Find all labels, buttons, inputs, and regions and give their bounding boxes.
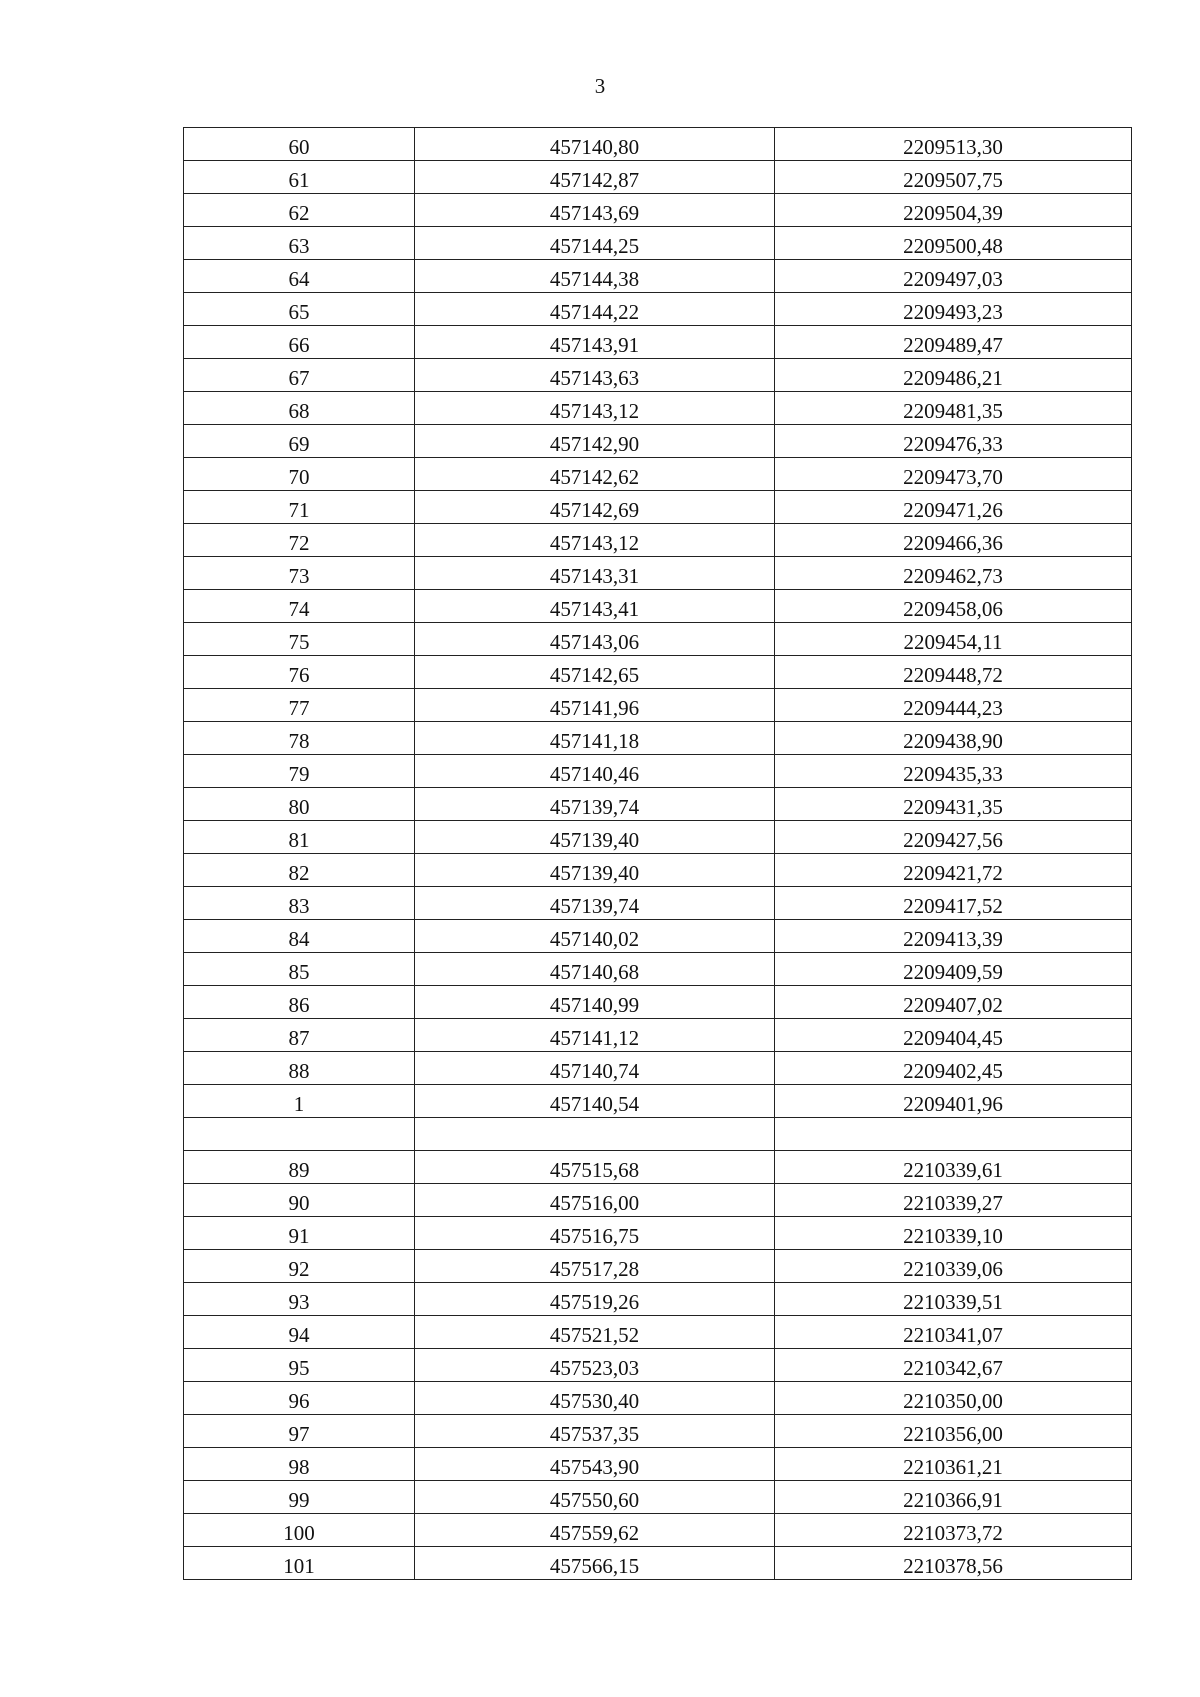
coordinates-table [183, 127, 1132, 1580]
point-number-cell: 73 [184, 557, 415, 590]
point-number-cell: 60 [184, 128, 415, 161]
y-coordinate-cell: 2209476,33 [775, 425, 1132, 458]
x-coordinate-cell: 457140,74 [415, 1052, 775, 1085]
point-number-cell: 86 [184, 986, 415, 1019]
point-number-cell: 65 [184, 293, 415, 326]
y-coordinate-cell: 2209435,33 [775, 755, 1132, 788]
x-coordinate-cell: 457143,91 [415, 326, 775, 359]
y-coordinate-cell: 2210366,91 [775, 1481, 1132, 1514]
x-coordinate-cell: 457140,46 [415, 755, 775, 788]
x-coordinate-cell: 457516,75 [415, 1217, 775, 1250]
x-coordinate-cell: 457566,15 [415, 1547, 775, 1580]
point-number-cell: 62 [184, 194, 415, 227]
table-row [184, 854, 1132, 887]
x-coordinate-cell: 457141,96 [415, 689, 775, 722]
point-number-cell: 79 [184, 755, 415, 788]
x-coordinate-cell: 457143,12 [415, 524, 775, 557]
y-coordinate-cell: 2209471,26 [775, 491, 1132, 524]
table-row [184, 1481, 1132, 1514]
point-number-cell: 93 [184, 1283, 415, 1316]
x-coordinate-cell: 457140,99 [415, 986, 775, 1019]
x-coordinate-cell: 457515,68 [415, 1151, 775, 1184]
y-coordinate-cell: 2209466,36 [775, 524, 1132, 557]
table-row [184, 590, 1132, 623]
x-coordinate-cell: 457139,74 [415, 887, 775, 920]
table-row [184, 986, 1132, 1019]
y-coordinate-cell: 2209417,52 [775, 887, 1132, 920]
x-coordinate-cell: 457144,22 [415, 293, 775, 326]
point-number-cell: 81 [184, 821, 415, 854]
x-coordinate-cell: 457143,69 [415, 194, 775, 227]
y-coordinate-cell: 2210342,67 [775, 1349, 1132, 1382]
x-coordinate-cell: 457517,28 [415, 1250, 775, 1283]
table-row [184, 1514, 1132, 1547]
table-row [184, 1118, 1132, 1151]
point-number-cell: 84 [184, 920, 415, 953]
table-row [184, 1448, 1132, 1481]
y-coordinate-cell: 2209444,23 [775, 689, 1132, 722]
point-number-cell: 78 [184, 722, 415, 755]
table-row [184, 1250, 1132, 1283]
x-coordinate-cell: 457142,87 [415, 161, 775, 194]
point-number-cell: 87 [184, 1019, 415, 1052]
point-number-cell: 100 [184, 1514, 415, 1547]
x-coordinate-cell: 457537,35 [415, 1415, 775, 1448]
y-coordinate-cell: 2210373,72 [775, 1514, 1132, 1547]
point-number-cell: 71 [184, 491, 415, 524]
point-number-cell: 75 [184, 623, 415, 656]
table-row [184, 557, 1132, 590]
y-coordinate-cell: 2209438,90 [775, 722, 1132, 755]
y-coordinate-cell: 2210339,27 [775, 1184, 1132, 1217]
y-coordinate-cell: 2209402,45 [775, 1052, 1132, 1085]
point-number-cell: 72 [184, 524, 415, 557]
point-number-cell: 101 [184, 1547, 415, 1580]
x-coordinate-cell: 457143,31 [415, 557, 775, 590]
point-number-cell: 68 [184, 392, 415, 425]
x-coordinate-cell: 457140,02 [415, 920, 775, 953]
x-coordinate-cell: 457550,60 [415, 1481, 775, 1514]
y-coordinate-cell: 2209473,70 [775, 458, 1132, 491]
x-coordinate-cell: 457140,80 [415, 128, 775, 161]
point-number-cell: 76 [184, 656, 415, 689]
x-coordinate-cell: 457142,90 [415, 425, 775, 458]
table-row [184, 326, 1132, 359]
point-number-cell: 74 [184, 590, 415, 623]
table-row [184, 128, 1132, 161]
y-coordinate-cell: 2210350,00 [775, 1382, 1132, 1415]
y-coordinate-cell: 2209458,06 [775, 590, 1132, 623]
y-coordinate-cell: 2209413,39 [775, 920, 1132, 953]
table-row [184, 227, 1132, 260]
table-row [184, 920, 1132, 953]
x-coordinate-cell [415, 1118, 775, 1151]
point-number-cell: 98 [184, 1448, 415, 1481]
y-coordinate-cell: 2210339,61 [775, 1151, 1132, 1184]
point-number-cell: 91 [184, 1217, 415, 1250]
page-number: 3 [594, 74, 606, 98]
table-row [184, 524, 1132, 557]
table-row [184, 194, 1132, 227]
x-coordinate-cell: 457141,12 [415, 1019, 775, 1052]
y-coordinate-cell: 2209486,21 [775, 359, 1132, 392]
table-row [184, 458, 1132, 491]
point-number-cell: 63 [184, 227, 415, 260]
point-number-cell: 88 [184, 1052, 415, 1085]
y-coordinate-cell: 2209431,35 [775, 788, 1132, 821]
y-coordinate-cell: 2210356,00 [775, 1415, 1132, 1448]
table-row [184, 425, 1132, 458]
y-coordinate-cell: 2210361,21 [775, 1448, 1132, 1481]
point-number-cell: 90 [184, 1184, 415, 1217]
table-row [184, 1217, 1132, 1250]
point-number-cell: 89 [184, 1151, 415, 1184]
point-number-cell: 77 [184, 689, 415, 722]
point-number-cell: 66 [184, 326, 415, 359]
y-coordinate-cell: 2210341,07 [775, 1316, 1132, 1349]
x-coordinate-cell: 457143,06 [415, 623, 775, 656]
table-row [184, 1349, 1132, 1382]
table-row [184, 656, 1132, 689]
y-coordinate-cell: 2209493,23 [775, 293, 1132, 326]
point-number-cell: 1 [184, 1085, 415, 1118]
point-number-cell: 64 [184, 260, 415, 293]
point-number-cell: 69 [184, 425, 415, 458]
y-coordinate-cell: 2209513,30 [775, 128, 1132, 161]
point-number-cell: 95 [184, 1349, 415, 1382]
table-row [184, 788, 1132, 821]
x-coordinate-cell: 457143,63 [415, 359, 775, 392]
point-number-cell: 92 [184, 1250, 415, 1283]
point-number-cell: 85 [184, 953, 415, 986]
table-row [184, 1415, 1132, 1448]
x-coordinate-cell: 457140,54 [415, 1085, 775, 1118]
x-coordinate-cell: 457141,18 [415, 722, 775, 755]
y-coordinate-cell: 2209427,56 [775, 821, 1132, 854]
y-coordinate-cell [775, 1118, 1132, 1151]
x-coordinate-cell: 457142,69 [415, 491, 775, 524]
y-coordinate-cell: 2209504,39 [775, 194, 1132, 227]
table-row [184, 821, 1132, 854]
point-number-cell: 80 [184, 788, 415, 821]
table-row [184, 392, 1132, 425]
coordinates-table-body [184, 128, 1132, 1580]
point-number-cell: 67 [184, 359, 415, 392]
y-coordinate-cell: 2209401,96 [775, 1085, 1132, 1118]
x-coordinate-cell: 457139,74 [415, 788, 775, 821]
x-coordinate-cell: 457139,40 [415, 821, 775, 854]
x-coordinate-cell: 457543,90 [415, 1448, 775, 1481]
x-coordinate-cell: 457521,52 [415, 1316, 775, 1349]
table-row [184, 260, 1132, 293]
x-coordinate-cell: 457523,03 [415, 1349, 775, 1382]
x-coordinate-cell: 457144,25 [415, 227, 775, 260]
x-coordinate-cell: 457142,62 [415, 458, 775, 491]
y-coordinate-cell: 2209421,72 [775, 854, 1132, 887]
table-row [184, 1052, 1132, 1085]
y-coordinate-cell: 2209500,48 [775, 227, 1132, 260]
table-row [184, 1316, 1132, 1349]
table-row [184, 1283, 1132, 1316]
x-coordinate-cell: 457139,40 [415, 854, 775, 887]
table-row [184, 623, 1132, 656]
x-coordinate-cell: 457516,00 [415, 1184, 775, 1217]
point-number-cell: 99 [184, 1481, 415, 1514]
point-number-cell [184, 1118, 415, 1151]
table-row [184, 1547, 1132, 1580]
table-row [184, 1019, 1132, 1052]
table-row [184, 491, 1132, 524]
table-row [184, 359, 1132, 392]
x-coordinate-cell: 457559,62 [415, 1514, 775, 1547]
point-number-cell: 97 [184, 1415, 415, 1448]
table-row [184, 1085, 1132, 1118]
point-number-cell: 83 [184, 887, 415, 920]
y-coordinate-cell: 2209407,02 [775, 986, 1132, 1019]
point-number-cell: 96 [184, 1382, 415, 1415]
table-row [184, 1151, 1132, 1184]
y-coordinate-cell: 2209489,47 [775, 326, 1132, 359]
y-coordinate-cell: 2209404,45 [775, 1019, 1132, 1052]
y-coordinate-cell: 2209462,73 [775, 557, 1132, 590]
x-coordinate-cell: 457142,65 [415, 656, 775, 689]
x-coordinate-cell: 457140,68 [415, 953, 775, 986]
y-coordinate-cell: 2209409,59 [775, 953, 1132, 986]
y-coordinate-cell: 2209497,03 [775, 260, 1132, 293]
y-coordinate-cell: 2209448,72 [775, 656, 1132, 689]
table-row [184, 689, 1132, 722]
table-row [184, 755, 1132, 788]
x-coordinate-cell: 457143,41 [415, 590, 775, 623]
y-coordinate-cell: 2209454,11 [775, 623, 1132, 656]
table-row [184, 953, 1132, 986]
point-number-cell: 70 [184, 458, 415, 491]
x-coordinate-cell: 457144,38 [415, 260, 775, 293]
table-row [184, 887, 1132, 920]
x-coordinate-cell: 457519,26 [415, 1283, 775, 1316]
y-coordinate-cell: 2210339,51 [775, 1283, 1132, 1316]
table-row [184, 1382, 1132, 1415]
point-number-cell: 61 [184, 161, 415, 194]
table-row [184, 293, 1132, 326]
y-coordinate-cell: 2210339,06 [775, 1250, 1132, 1283]
y-coordinate-cell: 2209481,35 [775, 392, 1132, 425]
table-row [184, 722, 1132, 755]
x-coordinate-cell: 457143,12 [415, 392, 775, 425]
y-coordinate-cell: 2209507,75 [775, 161, 1132, 194]
point-number-cell: 82 [184, 854, 415, 887]
y-coordinate-cell: 2210339,10 [775, 1217, 1132, 1250]
point-number-cell: 94 [184, 1316, 415, 1349]
table-row [184, 1184, 1132, 1217]
y-coordinate-cell: 2210378,56 [775, 1547, 1132, 1580]
table-row [184, 161, 1132, 194]
x-coordinate-cell: 457530,40 [415, 1382, 775, 1415]
